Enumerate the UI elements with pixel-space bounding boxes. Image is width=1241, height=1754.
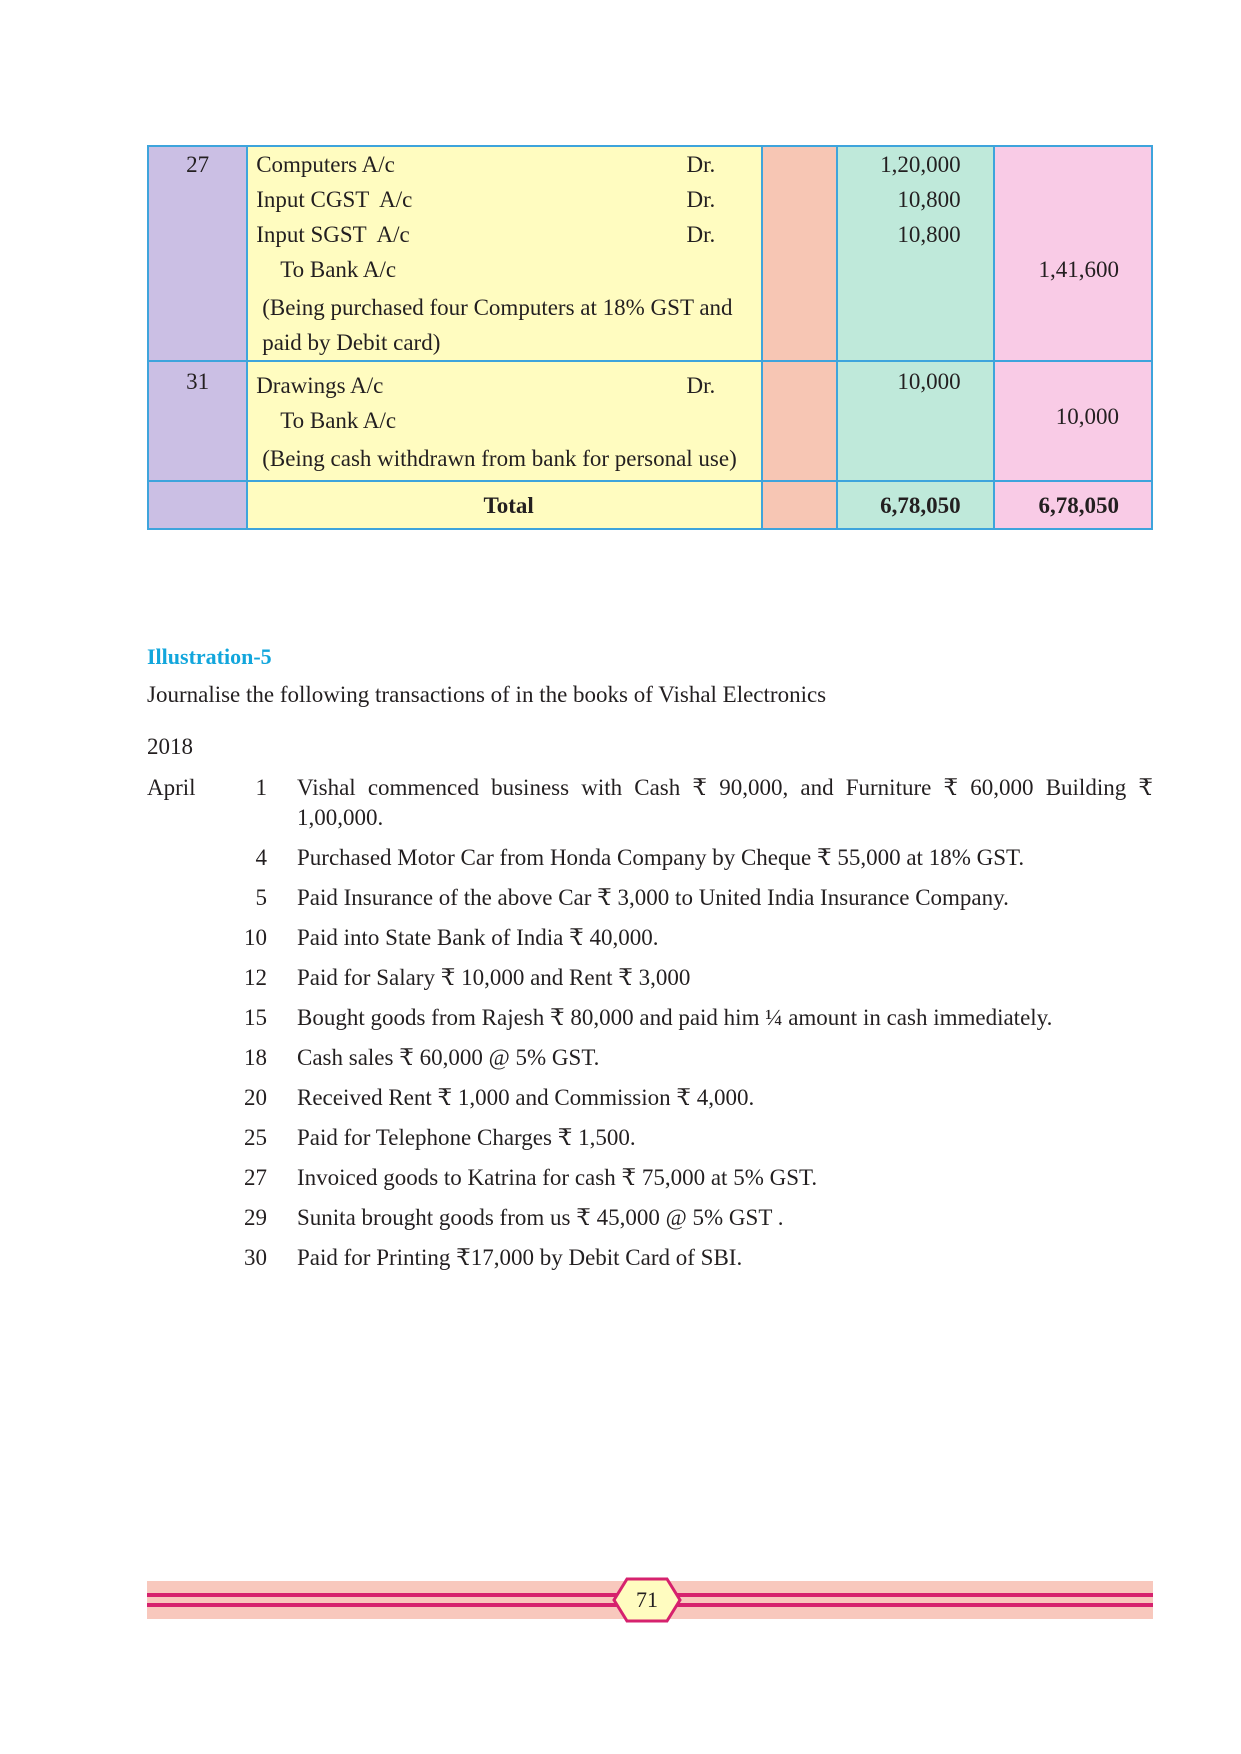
- debit-amount: 10,000: [897, 369, 961, 394]
- transaction-month: [147, 1003, 205, 1033]
- journal-entry: [148, 361, 1152, 481]
- page-number: 71: [636, 1587, 658, 1612]
- total-credit: 6,78,050: [994, 481, 1152, 529]
- narration: (Being purchased four Computers at 18% GST and paid by Debit card): [262, 295, 733, 355]
- transaction-month: [147, 963, 205, 993]
- transaction-day: 30: [244, 1245, 267, 1270]
- transaction-year: 2018: [147, 734, 193, 759]
- transaction-month: [147, 1203, 205, 1233]
- account-name: Input SGST A/c: [256, 222, 410, 247]
- entry-particulars: [247, 146, 762, 361]
- transaction-text: Received Rent ₹ 1,000 and Commission ₹ 4,000.: [297, 1085, 755, 1110]
- transaction-item: [147, 1243, 1153, 1273]
- total-row: [148, 481, 1152, 529]
- journal-entry: [148, 146, 1152, 361]
- transaction-item: [147, 963, 1153, 993]
- total-debit: 6,78,050: [837, 481, 993, 529]
- transaction-text: Cash sales ₹ 60,000 @ 5% GST.: [297, 1045, 600, 1070]
- account-name: Drawings A/c: [256, 373, 384, 398]
- account-name: Input CGST A/c: [256, 187, 413, 212]
- transaction-text: Paid for Printing ₹17,000 by Debit Card of SBI.: [297, 1245, 743, 1270]
- debit-mark: Dr.: [686, 373, 716, 398]
- transaction-item: [147, 1163, 1153, 1193]
- particular-line: [256, 403, 761, 438]
- credit-amounts: [994, 361, 1152, 481]
- transaction-month: [147, 1043, 205, 1073]
- debit-mark: Dr.: [686, 152, 716, 177]
- ledger-folio-cell: [762, 361, 837, 481]
- transaction-day: 15: [244, 1005, 267, 1030]
- transaction-text: Bought goods from Rajesh ₹ 80,000 and paid him ¼ amount in cash immediately.: [297, 1005, 1053, 1030]
- transaction-day: 5: [255, 885, 267, 910]
- debit-mark: Dr.: [686, 187, 716, 212]
- transaction-month: [147, 843, 205, 873]
- total-date-cell: [148, 481, 247, 529]
- transaction-day: 29: [244, 1205, 267, 1230]
- debit-amount: 10,800: [897, 222, 961, 247]
- transaction-text: Paid into State Bank of India ₹ 40,000.: [297, 925, 659, 950]
- account-name: To Bank A/c: [280, 257, 397, 282]
- transaction-month: [147, 1083, 205, 1113]
- transaction-text: Purchased Motor Car from Honda Company by Cheque ₹ 55,000 at 18% GST.: [297, 845, 1025, 870]
- transaction-day: 20: [244, 1085, 267, 1110]
- particular-line: [256, 217, 761, 252]
- entry-particulars: [247, 361, 762, 481]
- transaction-day: 4: [255, 845, 267, 870]
- debit-amounts: [837, 361, 993, 481]
- transaction-item: [147, 1123, 1153, 1153]
- entry-date: 31: [148, 361, 247, 481]
- transaction-item: [147, 883, 1153, 913]
- transaction-text: Invoiced goods to Katrina for cash ₹ 75,000 at 5% GST.: [297, 1165, 818, 1190]
- transaction-text: Paid Insurance of the above Car ₹ 3,000 to United India Insurance Company.: [297, 885, 1009, 910]
- transaction-item: [147, 773, 1153, 833]
- transaction-day: 1: [255, 775, 267, 800]
- narration: (Being cash withdrawn from bank for personal use): [262, 446, 737, 471]
- transaction-text: Paid for Salary ₹ 10,000 and Rent ₹ 3,000: [297, 965, 691, 990]
- credit-amount: 10,000: [1055, 404, 1119, 429]
- credit-amount: 1,41,600: [1038, 257, 1119, 282]
- transaction-day: 18: [244, 1045, 267, 1070]
- total-label: Total: [247, 481, 762, 529]
- credit-amounts: [994, 146, 1152, 361]
- debit-amount: 10,800: [897, 187, 961, 212]
- illustration-title: Illustration-5: [147, 644, 272, 669]
- account-name: Computers A/c: [256, 152, 395, 177]
- transaction-item: [147, 1003, 1153, 1033]
- page-number-badge: [612, 1576, 682, 1624]
- transaction-item: [147, 843, 1153, 873]
- transaction-text: Sunita brought goods from us ₹ 45,000 @ 5% GST .: [297, 1205, 784, 1230]
- transaction-month: [147, 1123, 205, 1153]
- transaction-month: [147, 1163, 205, 1193]
- particular-line: [256, 147, 761, 182]
- transaction-day: 12: [244, 965, 267, 990]
- transaction-item: [147, 1203, 1153, 1233]
- particular-line: [256, 368, 761, 403]
- debit-mark: Dr.: [686, 222, 716, 247]
- transaction-month: [147, 923, 205, 953]
- particular-line: [256, 252, 761, 287]
- transaction-month: [147, 883, 205, 913]
- transaction-day: 27: [244, 1165, 267, 1190]
- illustration-intro: Journalise the following transactions of in the books of Vishal Electronics: [147, 682, 827, 707]
- transaction-item: [147, 1083, 1153, 1113]
- page-footer: [147, 1581, 1153, 1619]
- debit-amount: 1,20,000: [880, 152, 961, 177]
- transaction-month: April: [147, 775, 196, 800]
- transaction-day: 25: [244, 1125, 267, 1150]
- transaction-text: Paid for Telephone Charges ₹ 1,500.: [297, 1125, 636, 1150]
- ledger-folio-cell: [762, 146, 837, 361]
- debit-amounts: [837, 146, 993, 361]
- account-name: To Bank A/c: [280, 408, 397, 433]
- transaction-list: [147, 773, 1153, 1283]
- transaction-day: 10: [244, 925, 267, 950]
- transaction-text: Vishal commenced business with Cash ₹ 90,000, and Furniture ₹ 60,000 Building ₹ 1,00,000.: [297, 775, 1153, 830]
- journal-table: [147, 145, 1153, 530]
- transaction-month: [147, 1243, 205, 1273]
- entry-date: 27: [148, 146, 247, 361]
- transaction-item: [147, 1043, 1153, 1073]
- transaction-item: [147, 923, 1153, 953]
- ledger-folio-cell: [762, 481, 837, 529]
- particular-line: [256, 182, 761, 217]
